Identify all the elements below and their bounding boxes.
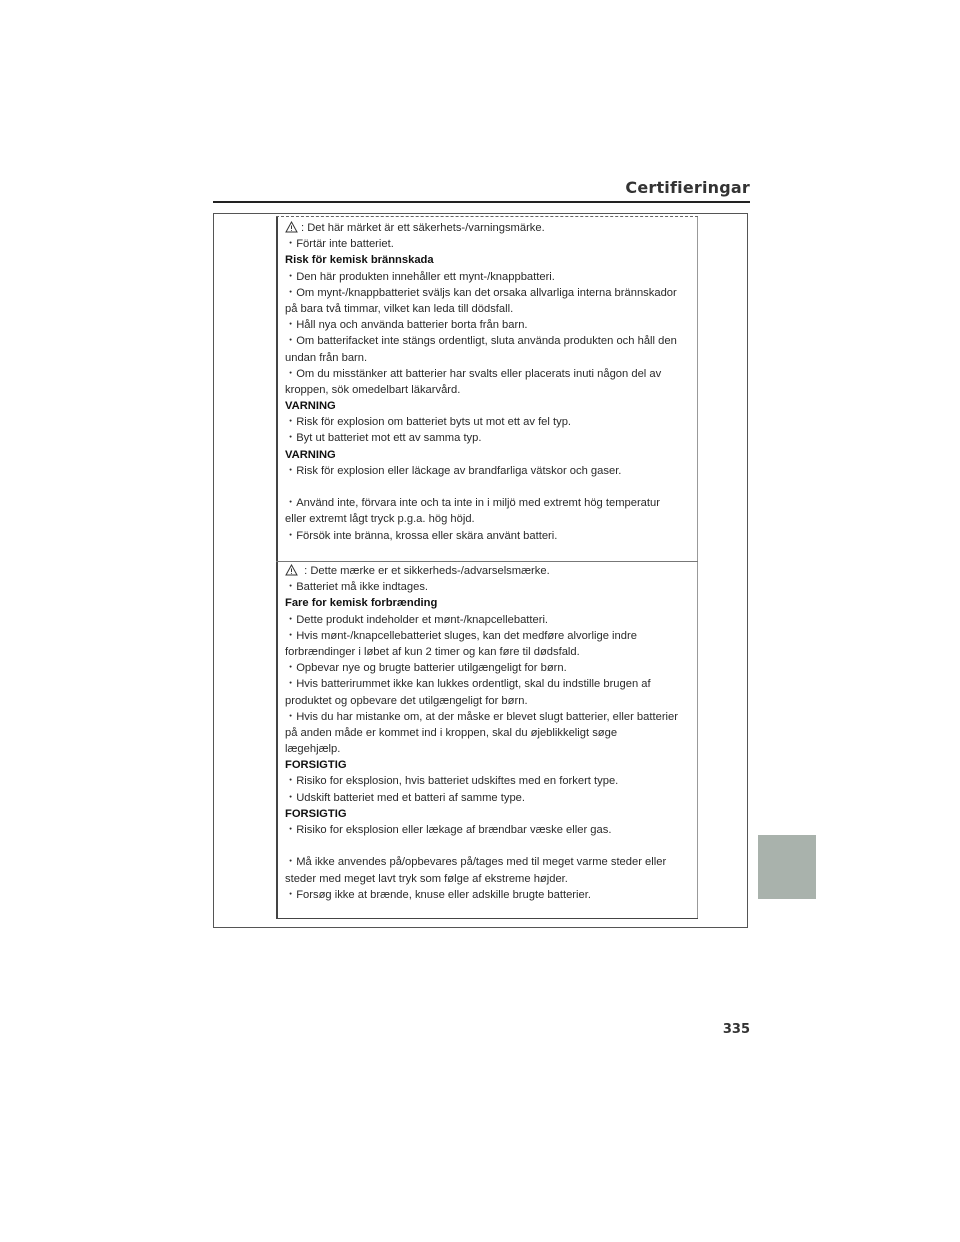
danish-line: ・Hvis mønt-/knapcellebatteriet sluges, kan det medføre alvorlige indre: [285, 629, 637, 642]
swedish-heading: VARNING: [285, 400, 336, 413]
swedish-line: ・Försök inte bränna, krossa eller skära använt batteri.: [285, 529, 558, 542]
swedish-line: ・Byt ut batteriet mot ett av samma typ.: [285, 432, 482, 445]
page-number: 335: [722, 1022, 750, 1037]
swedish-line: på bara två timmar, vilket kan leda till dödsfall.: [285, 302, 514, 315]
swedish-line: ・Om du misstänker att batterier har svalts eller placerats inuti någon del av: [285, 367, 662, 380]
danish-heading: Fare for kemisk forbrænding: [285, 597, 438, 610]
danish-line: forbrændinger i løbet af kun 2 timer og kan føre til dødsfald.: [285, 645, 580, 658]
swedish-line: undan från barn.: [285, 351, 368, 364]
swedish-line: ・Risk för explosion om batteriet byts ut mot ett av fel typ.: [285, 416, 572, 429]
danish-line: ・Risiko for eksplosion, hvis batteriet udskiftes med en forkert type.: [285, 775, 619, 788]
section-title: Certifieringar: [625, 178, 750, 197]
swedish-line: ・Håll nya och använda batterier borta från barn.: [285, 319, 528, 332]
swedish-warning-block: [285, 220, 689, 544]
inner-right-border: [697, 216, 698, 919]
danish-line: på anden måde er kommet ind i kroppen, skal du øjeblikkeligt søge: [285, 726, 618, 739]
danish-line: steder med meget lavt tryk som følge af ekstreme højder.: [285, 872, 568, 885]
inner-top-border: [276, 216, 698, 217]
swedish-blank-line: [285, 479, 689, 495]
language-divider: [276, 561, 698, 562]
danish-line: ・Opbevar nye og brugte batterier utilgængeligt for børn.: [285, 662, 567, 675]
chapter-tab: [758, 835, 816, 899]
swedish-mark-line: [285, 220, 689, 236]
danish-line: ・Må ikke anvendes på/opbevares på/tages med til meget varme steder eller: [285, 856, 667, 869]
swedish-line: ・Förtär inte batteriet.: [285, 238, 394, 251]
swedish-mark-text: : Det här märket är ett säkerhets-/varningsmärke.: [301, 222, 545, 234]
danish-line: ・Forsøg ikke at brænde, knuse eller adskille brugte batterier.: [285, 888, 591, 901]
danish-blank-line: [285, 838, 689, 854]
swedish-heading: VARNING: [285, 448, 336, 461]
swedish-heading: Risk för kemisk brännskada: [285, 254, 434, 267]
danish-mark-text: : Dette mærke er et sikkerheds-/advarselsmærke.: [301, 565, 550, 577]
swedish-line: eller extremt lågt tryck p.g.a. hög höjd.: [285, 513, 475, 526]
inner-left-border: [276, 216, 278, 919]
danish-line: ・Dette produkt indeholder et mønt-/knapcellebatteri.: [285, 613, 549, 626]
danish-line: lægehjælp.: [285, 743, 341, 756]
swedish-line: kroppen, sök omedelbart läkarvård.: [285, 383, 461, 396]
swedish-line: ・Risk för explosion eller läckage av brandfarliga vätskor och gaser.: [285, 464, 622, 477]
danish-warning-block: [285, 563, 689, 903]
danish-line: ・Risiko for eksplosion eller lækage af brændbar væske eller gas.: [285, 824, 612, 836]
danish-heading: FORSIGTIG: [285, 807, 347, 820]
danish-line: ・Batteriet må ikke indtages.: [285, 581, 429, 594]
inner-bottom-border: [276, 918, 698, 919]
danish-line: ・Hvis du har mistanke om, at der måske er blevet slugt batterier, eller batterier: [285, 710, 678, 723]
swedish-line: ・Om batterifacket inte stängs ordentligt, sluta använda produkten och håll den: [285, 335, 677, 348]
danish-mark-line: [285, 563, 689, 579]
swedish-line: ・Om mynt-/knappbatteriet sväljs kan det orsaka allvarliga interna brännskador: [285, 286, 677, 299]
danish-line: ・Udskift batteriet med et batteri af samme type.: [285, 791, 526, 804]
swedish-line: ・Den här produkten innehåller ett mynt-/knappbatteri.: [285, 270, 555, 283]
danish-line: ・Hvis batterirummet ikke kan lukkes ordentligt, skal du indstille brugen af: [285, 678, 651, 691]
danish-heading: FORSIGTIG: [285, 759, 347, 772]
danish-line: produktet og opbevare det utilgængeligt for børn.: [285, 694, 528, 707]
header-rule: [213, 201, 750, 203]
swedish-line: ・Använd inte, förvara inte och ta inte in i miljö med extremt hög temperatur: [285, 497, 660, 510]
